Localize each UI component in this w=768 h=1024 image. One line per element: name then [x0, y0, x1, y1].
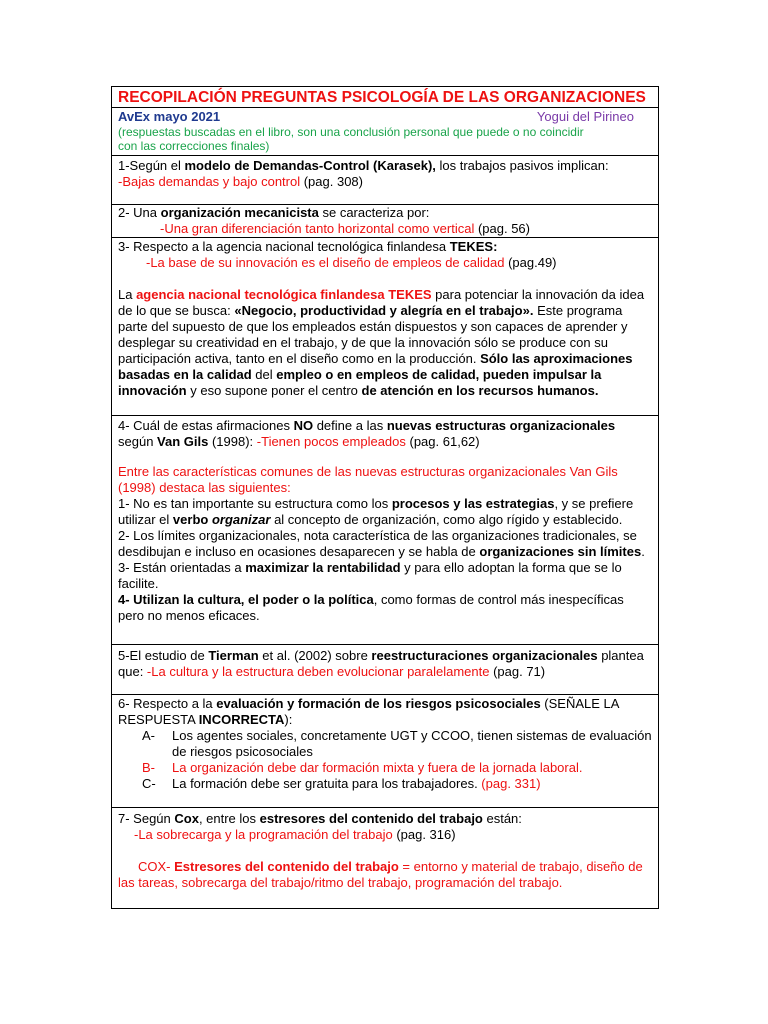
option-c: C- La formación debe ser gratuita para los trabajadores. (pag. 331) — [142, 776, 541, 791]
question-1-answer: -Bajas demandas y bajo control (pag. 308) — [118, 174, 363, 189]
document-title: RECOPILACIÓN PREGUNTAS PSICOLOGÍA DE LAS ORGANIZACIONES — [111, 86, 659, 108]
question-4-intro: Entre las características comunes de las nuevas estructuras organizacionales Van Gils (1998) destaca las siguientes: — [118, 464, 618, 495]
question-4-point-4: 4- Utilizan la cultura, el poder o la política, como formas de control más inespecíficas pero no menos eficaces. — [118, 592, 624, 623]
question-7-explanation: COX- Estresores del contenido del trabajo = entorno y material de trabajo, diseño de las tareas, sobrecarga del trabajo/ritmo del trabajo, programación del trabajo. — [118, 859, 643, 890]
question-3-text: 3- Respecto a la agencia nacional tecnológica finlandesa TEKES: — [118, 239, 498, 254]
question-1 — [111, 156, 659, 205]
question-6-text: 6- Respecto a la evaluación y formación de los riesgos psicosociales (SEÑALE LA RESPUESTA INCORRECTA): — [118, 696, 619, 727]
question-6-options — [118, 728, 652, 792]
question-4-point-3: 3- Están orientadas a maximizar la rentabilidad y para ello adoptan la forma que se lo facilite. — [118, 560, 622, 591]
question-3 — [111, 238, 659, 416]
question-2 — [111, 205, 659, 238]
question-4-point-2: 2- Los límites organizacionales, nota característica de las organizaciones tradicionales, se desdibujan e incluso en ocasiones desaparecen y se habla de organizaciones sin límites. — [118, 528, 645, 559]
question-3-answer: -La base de su innovación es el diseño de empleos de calidad (pag.49) — [146, 255, 557, 270]
question-4-text: 4- Cuál de estas afirmaciones NO define a las nuevas estructuras organizacionales según Van Gils (1998): -Tienen pocos empleados (pag. 61,62) — [118, 418, 616, 449]
question-5-text: 5-El estudio de Tierman et al. (2002) sobre reestructuraciones organizacionales plantea que: -La cultura y la estructura deben evolucionar paralelamente (pag. 71) — [118, 648, 644, 679]
question-3-explanation: La agencia nacional tecnológica finlandesa TEKES para potenciar la innovación da idea de lo que se busca: «Negocio, productividad y alegría en el trabajo». Este programa parte del supuesto de que los empleados están dispuestos y son capaces de aprender y desplegar su creatividad en el trabajo, y de que la innovación sólo se produce con su participación activa, tanto en el diseño como en la producción. Sólo las aproximaciones basadas en la calidad del empleo o en empleos de calidad, pueden impulsar la innovación y eso supone poner el centro de atención en los recursos humanos. — [118, 287, 645, 398]
question-5 — [111, 645, 659, 695]
question-6 — [111, 695, 659, 808]
question-7-answer: -La sobrecarga y la programación del trabajo (pag. 316) — [134, 827, 456, 842]
option-a: A- Los agentes sociales, concretamente UGT y CCOO, tienen sistemas de evaluación de riesgos psicosociales — [142, 728, 652, 759]
exam-label: AvEx mayo 2021 — [118, 109, 221, 124]
question-1-text: 1-Según el modelo de Demandas-Control (Karasek), los trabajos pasivos implican: — [118, 158, 609, 173]
question-4-point-1: 1- No es tan importante su estructura como los procesos y las estrategias, y se prefiere utilizar el verbo organizar al concepto de organización, como algo rígido y establecido. — [118, 496, 634, 527]
note-line-1: (respuestas buscadas en el libro, son una conclusión personal que puede o no coincidir — [118, 125, 584, 139]
author-label: Yogui del Pirineo — [536, 109, 634, 124]
question-4 — [111, 416, 659, 645]
question-2-answer: -Una gran diferenciación tanto horizontal como vertical (pag. 56) — [160, 221, 530, 236]
question-2-text: 2- Una organización mecanicista se caracteriza por: — [118, 205, 430, 220]
question-7 — [111, 808, 659, 909]
questions-table — [111, 86, 659, 909]
question-7-text: 7- Según Cox, entre los estresores del contenido del trabajo están: — [118, 811, 522, 826]
note-line-2: con las correcciones finales) — [118, 139, 270, 153]
option-b: B- La organización debe dar formación mixta y fuera de la jornada laboral. — [142, 760, 583, 775]
header-cell — [111, 108, 659, 156]
